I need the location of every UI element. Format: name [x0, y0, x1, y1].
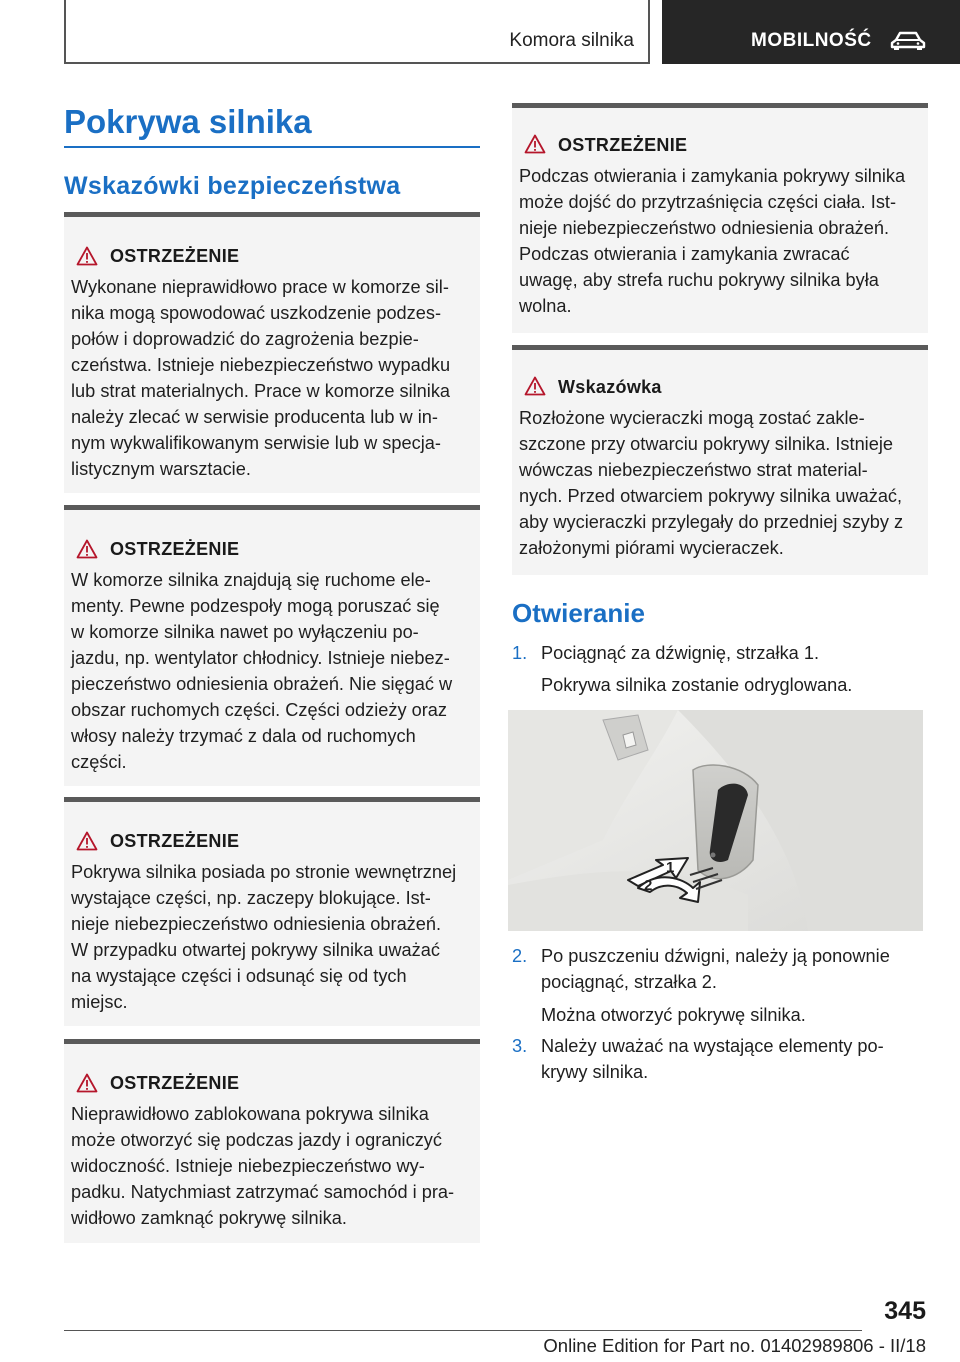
warning-title: OSTRZEŻENIE — [110, 831, 240, 851]
note-title: Wskazówka — [558, 377, 662, 397]
warning-triangle-icon — [76, 831, 98, 851]
warning-text: Podczas otwierania i zamykania pokrywy silnika może dojść do przytrzaśnięcia części ciała. Ist- nieje niebezpieczeństwo odniesienia obrażeń. Podczas otwierania i zamykania zwracać uwagę, aby strefa ruchu pokrywy silnika była wolna. — [519, 166, 906, 316]
warning-title: OSTRZEŻENIE — [110, 539, 240, 559]
section-heading-opening: Otwieranie — [512, 598, 645, 628]
warning-box — [512, 103, 928, 333]
header-section-title: Komora silnika — [509, 30, 634, 51]
figure-label: 2 — [644, 877, 653, 894]
warning-triangle-icon — [76, 1073, 98, 1093]
note-text: Rozłożone wycieraczki mogą zostać zakle- szczone przy otwarciu pokrywy silnika. Istnieje wówczas niebezpieczeństwo strat material- nych. Przed otwarciem pokrywy silnika uważać, aby wycieraczki przylegały do przedniej szyby z założonymi piórami wycieraczek. — [519, 408, 904, 558]
step-text: Po puszczeniu dźwigni, należy ją ponownie pociągnąć, strzałka 2. — [541, 946, 890, 992]
warning-title: OSTRZEŻENIE — [558, 135, 688, 155]
warning-text: Nieprawidłowo zablokowana pokrywa silnika może otworzyć się podczas jazdy i ograniczyć widoczność. Istnieje niebezpieczeństwo wy- padku. Natychmiast zatrzymać samochód i pra- widłowo zamknąć pokrywę silnika. — [71, 1104, 455, 1228]
warning-text: Pokrywa silnika posiada po stronie wewnętrznej wystające części, np. zaczepy blokujące. Ist- nieje niebezpieczeństwo odniesienia obrażeń. W przypadku otwartej pokrywy silnika uważać na wystające części i odsunąć się od tych miejsc. — [71, 862, 457, 1012]
step-number: 2. — [512, 946, 528, 966]
title-underline — [64, 146, 480, 148]
warning-text: W komorze silnika znajdują się ruchome ele- menty. Pewne podzespoły mogą poruszać się w komorze silnika nawet po wyłączeniu po- jazdu, np. wentylator chłodnicy. Istnieje niebez- pieczeństwo odniesienia obrażeń. Nie sięgać w obszar ruchomych części. Części odzieży oraz włosy należy trzymać z dala od ruchomych części. — [71, 570, 453, 772]
warning-box — [64, 1039, 480, 1243]
car-icon — [888, 29, 928, 51]
step-text: Należy uważać na wystające elementy po- krywy silnika. — [541, 1036, 884, 1082]
hood-release-lever-figure — [508, 710, 923, 931]
footer-edition: Online Edition for Part no. 01402989806 - II/18 — [543, 1335, 926, 1356]
warning-triangle-icon — [524, 134, 546, 154]
header-section-area — [66, 0, 648, 64]
note-box — [512, 345, 928, 575]
section-heading-safety: Wskazówki bezpieczeństwa — [64, 172, 401, 200]
step-number: 1. — [512, 643, 528, 663]
page-number: 345 — [884, 1297, 926, 1325]
warning-text: Wykonane nieprawidłowo prace w komorze sil- nika mogą spowodować uszkodzenie podzes- połów i doprowadzić do zagrożenia bezpie- czeństwa. Istnieje niebezpieczeństwo wypadku lub strat materialnych. Prace w komorze silnika należy zlecać w serwisie producenta lub w in- nym wykwalifikowanym serwisie lub w specja- listycznym warsztacie. — [71, 277, 451, 479]
figure-label: 1 — [666, 859, 675, 876]
warning-title: OSTRZEŻENIE — [110, 1073, 240, 1093]
header-right-rule — [648, 0, 650, 64]
warning-box — [64, 505, 480, 786]
warning-triangle-icon — [76, 539, 98, 559]
warning-triangle-icon — [76, 246, 98, 266]
step-result: Pokrywa silnika zostanie odryglowana. — [541, 675, 853, 695]
step-text: Pociągnąć za dźwignię, strzałka 1. — [541, 643, 820, 663]
warning-triangle-icon — [524, 376, 546, 396]
header-chapter-label: MOBILNOŚĆ — [751, 30, 872, 51]
step-result: Można otworzyć pokrywę silnika. — [541, 1005, 806, 1025]
footer-rule — [64, 1330, 862, 1331]
page-title: Pokrywa silnika — [64, 103, 312, 140]
warning-title: OSTRZEŻENIE — [110, 246, 240, 266]
warning-box — [64, 797, 480, 1026]
step-number: 3. — [512, 1036, 528, 1056]
header-chapter-tab — [662, 0, 960, 64]
warning-box — [64, 212, 480, 493]
